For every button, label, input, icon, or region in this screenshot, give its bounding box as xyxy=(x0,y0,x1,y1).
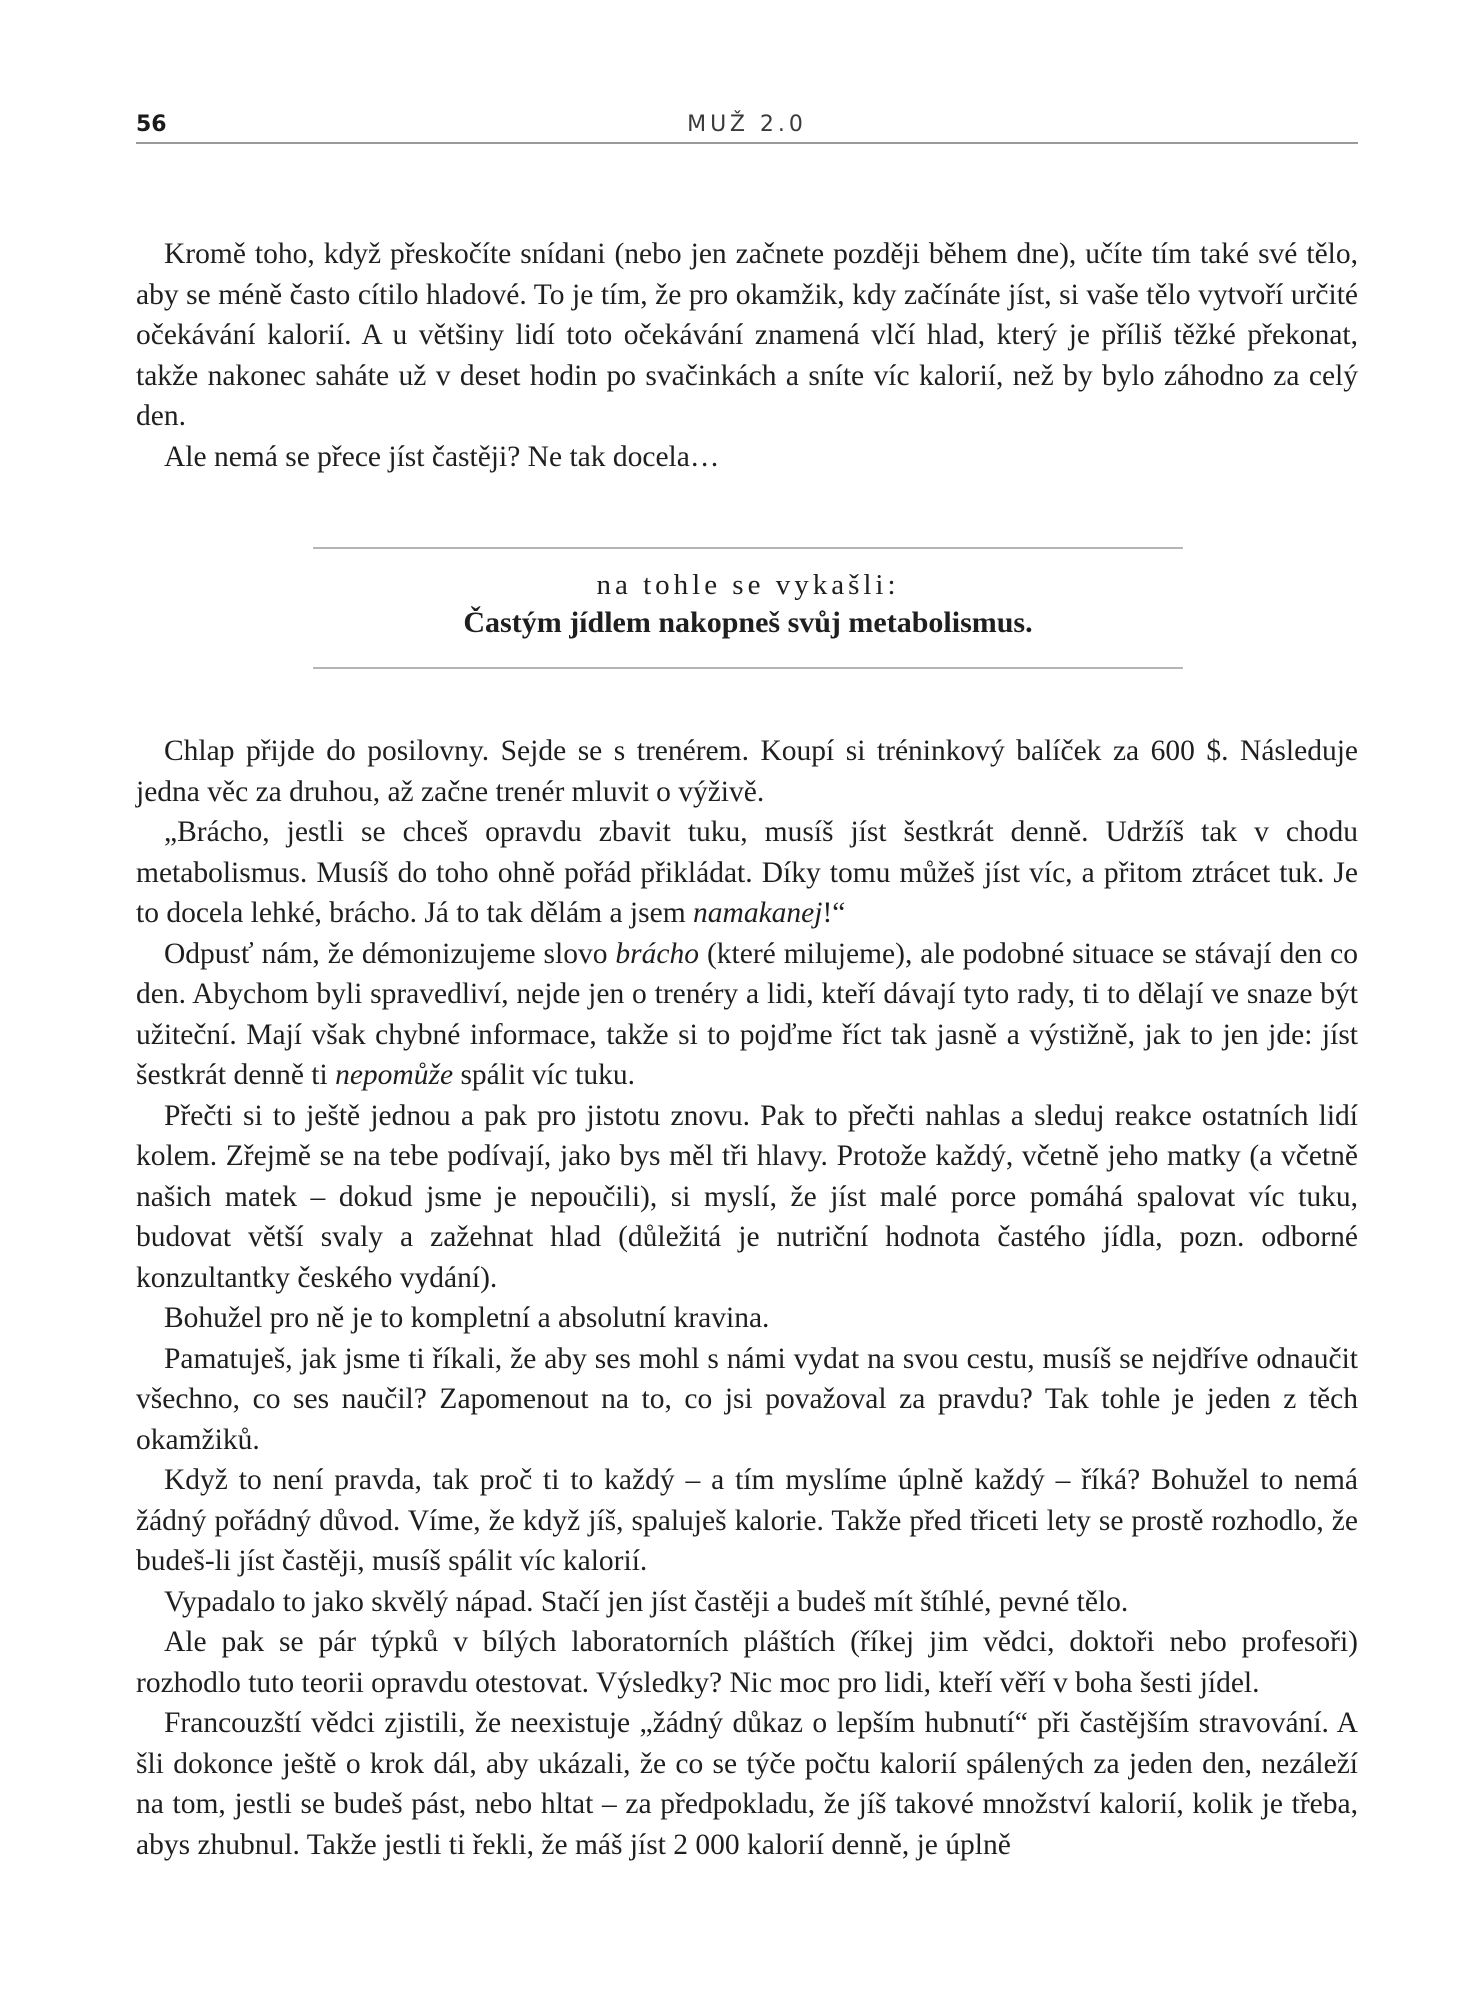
paragraph: Vypadalo to jako skvělý nápad. Stačí jen jíst častěji a budeš mít štíhlé, pevné tělo. xyxy=(164,1585,1129,1618)
paragraph: Kromě toho, když přeskočíte snídani (nebo jen začnete později během dne), učíte tím také své tělo, aby se méně často cítilo hladové. To je tím, že pro okamžik, kdy začínáte jíst, si vaše tělo vytvoří určité očekávání kalorií. A u většiny lidí toto očekávání znamená vlčí hlad, který je příliš těžké překonat, takže nakonec saháte už v deset hodin po svačinkách a sníte víc kalorií, než by bylo záhodno za celý den. xyxy=(136,238,1358,432)
myth-callout-box xyxy=(313,547,1183,669)
page-header xyxy=(136,108,1358,144)
emphasis: brácho xyxy=(615,937,699,970)
paragraph: Přečti si to ještě jednou a pak pro jistotu znovu. Pak to přečti nahlas a sleduj reakce ostatních lidí kolem. Zřejmě se na tebe podívají, jako bys měl tři hlavy. Protože každý, včetně jeho matky (a včetně našich matek – dokud jsme je nepoučili), si myslí, že jíst malé porce pomáhá spalovat víc tuku, budovat větší svaly a zažehnat hlad (důležitá je nutriční hodnota častého jídla, pozn. odborné konzultantky českého vydání). xyxy=(136,1099,1358,1294)
paragraph xyxy=(136,812,1358,934)
paragraph: Francouzští vědci zjistili, že neexistuje „žádný důkaz o lepším hubnutí“ při častějším stravování. A šli dokonce ještě o krok dál, aby ukázali, že co se týče počtu kalorií spálených za jeden den, nezáleží na tom, jestli se budeš pást, nebo hltat – za předpokladu, že jíš takové množství kalorií, kolik je třeba, abys zhubnul. Takže jestli ti řekli, že máš jíst 2 000 kalorií denně, je úplně xyxy=(136,1707,1358,1861)
intro-text-block xyxy=(136,234,1358,477)
text-run: spálit víc tuku. xyxy=(453,1059,635,1091)
paragraph: Chlap přijde do posilovny. Sejde se s trenérem. Koupí si tréninkový balíček za 600 $. Následuje jedna věc za druhou, až začne trenér mluvit o výživě. xyxy=(136,735,1358,808)
paragraph xyxy=(136,934,1358,1096)
running-title: MUŽ 2.0 xyxy=(687,112,807,137)
main-text-block xyxy=(136,731,1358,1865)
paragraph: Když to není pravda, tak proč ti to každý – a tím myslíme úplně každý – říká? Bohužel to nemá žádný pořádný důvod. Víme, že když jíš, spaluješ kalorie. Takže před třiceti lety se prostě rozhodlo, že budeš-li jíst častěji, musíš spálit víc kalorií. xyxy=(136,1464,1358,1577)
page-number: 56 xyxy=(136,112,167,137)
callout-myth-statement: Častým jídlem nakopneš svůj metabolismus. xyxy=(463,606,1033,639)
text-run: „Brácho, jestli se chceš opravdu zbavit tuku, musíš jíst šestkrát denně. Udržíš tak v chodu metabolismus. Musíš do toho ohně pořád přikládat. Díky tomu můžeš jíst víc, a přitom ztrácet tuk. Je to docela lehké, brácho. Já to tak dělám a jsem xyxy=(136,816,1358,929)
paragraph: Bohužel pro ně je to kompletní a absolutní kravina. xyxy=(164,1302,770,1334)
callout-label: na tohle se vykašli: xyxy=(596,569,900,601)
paragraph: Pamatuješ, jak jsme ti říkali, že aby ses mohl s námi vydat na svou cestu, musíš se nejdříve odnaučit všechno, co ses naučil? Zapomenout na to, co jsi považoval za pravdu? Tak tohle je jeden z těch okamžiků. xyxy=(136,1342,1358,1456)
paragraph: Ale pak se pár týpků v bílých laboratorních pláštích (říkej jim vědci, doktoři nebo profesoři) rozhodlo tuto teorii opravdu otestovat. Výsledky? Nic moc pro lidi, kteří věří v boha šesti jídel. xyxy=(136,1626,1358,1699)
emphasis: nepomůže xyxy=(335,1059,454,1091)
emphasis: namakanej xyxy=(693,897,823,929)
paragraph: Ale nemá se přece jíst častěji? Ne tak docela… xyxy=(164,440,720,473)
text-run: (které milujeme), ale podobné situace se stávají den co den. Abychom byli spravedliví, nejde jen o trenéry a lidi, kteří dávají tyto rady, ti to dělají ve snaze být užiteční. Mají však chybné informace, takže si to pojďme říct tak jasně a výstižně, jak to jen jde: jíst šestkrát denně ti xyxy=(136,937,1359,1091)
text-run: !“ xyxy=(822,897,846,929)
text-run: Odpusť nám, že démonizujeme slovo xyxy=(164,937,616,970)
